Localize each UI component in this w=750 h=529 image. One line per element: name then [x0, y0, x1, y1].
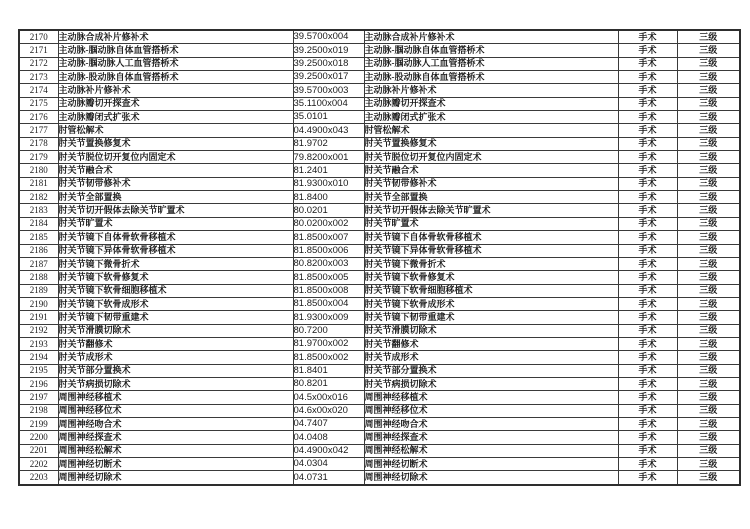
- procedure-name-cell: 肘关节翻修术: [58, 337, 293, 350]
- row-number-cell: 2174: [19, 84, 58, 97]
- row-number-cell: 2198: [19, 404, 58, 417]
- row-number-cell: 2186: [19, 244, 58, 257]
- procedure-name-cell: 肘关节镜下软骨成形术: [58, 297, 293, 310]
- grade-cell: 三级: [677, 391, 740, 404]
- procedure-name-repeat-cell: 主动脉补片修补术: [364, 84, 618, 97]
- category-cell: 手术: [618, 431, 677, 444]
- row-number-cell: 2177: [19, 124, 58, 137]
- procedure-table: [18, 29, 741, 486]
- grade-cell: 三级: [677, 231, 740, 244]
- procedure-name-repeat-cell: 肘关节融合术: [364, 164, 618, 177]
- procedure-name-repeat-cell: 主动脉瓣切开探查术: [364, 97, 618, 110]
- procedure-code-cell: 81.9300x009: [293, 311, 364, 324]
- procedure-name-cell: 肘关节镜下软骨细胞移植术: [58, 284, 293, 297]
- procedure-code-cell: 81.8500x005: [293, 271, 364, 284]
- row-number-cell: 2194: [19, 351, 58, 364]
- procedure-name-cell: 主动脉-股动脉自体血管搭桥术: [58, 71, 293, 84]
- category-cell: 手术: [618, 217, 677, 230]
- procedure-name-repeat-cell: 主动脉瓣闭式扩张术: [364, 111, 618, 124]
- procedure-name-repeat-cell: 周围神经移植术: [364, 391, 618, 404]
- procedure-name-repeat-cell: 肘关节成形术: [364, 351, 618, 364]
- grade-cell: 三级: [677, 311, 740, 324]
- category-cell: 手术: [618, 337, 677, 350]
- table-row: [19, 137, 740, 150]
- procedure-name-cell: 周围神经移位术: [58, 404, 293, 417]
- grade-cell: 三级: [677, 111, 740, 124]
- procedure-name-cell: 周围神经切除术: [58, 471, 293, 485]
- procedure-name-repeat-cell: 周围神经吻合术: [364, 417, 618, 430]
- grade-cell: 三级: [677, 97, 740, 110]
- procedure-name-repeat-cell: 肘管松解术: [364, 124, 618, 137]
- procedure-name-repeat-cell: 肘关节病损切除术: [364, 377, 618, 390]
- procedure-name-cell: 周围神经切断术: [58, 458, 293, 471]
- table-row: [19, 377, 740, 390]
- procedure-code-cell: 81.8401: [293, 364, 364, 377]
- table-row: [19, 257, 740, 270]
- procedure-name-repeat-cell: 周围神经探查术: [364, 431, 618, 444]
- procedure-code-cell: 39.2500x019: [293, 44, 364, 57]
- procedure-name-repeat-cell: 肘关节镜下软骨细胞移植术: [364, 284, 618, 297]
- procedure-name-repeat-cell: 肘关节镜下异体骨软骨移植术: [364, 244, 618, 257]
- grade-cell: 三级: [677, 404, 740, 417]
- procedure-name-cell: 肘关节韧带修补术: [58, 177, 293, 190]
- procedure-code-cell: 80.8200x003: [293, 257, 364, 270]
- category-cell: 手术: [618, 57, 677, 70]
- procedure-name-cell: 主动脉补片修补术: [58, 84, 293, 97]
- table-row: [19, 71, 740, 84]
- procedure-code-cell: 04.7407: [293, 417, 364, 430]
- procedure-name-cell: 肘关节镜下软骨修复术: [58, 271, 293, 284]
- procedure-name-cell: 肘关节融合术: [58, 164, 293, 177]
- row-number-cell: 2178: [19, 137, 58, 150]
- category-cell: 手术: [618, 377, 677, 390]
- row-number-cell: 2200: [19, 431, 58, 444]
- table-row: [19, 231, 740, 244]
- grade-cell: 三级: [677, 30, 740, 44]
- category-cell: 手术: [618, 244, 677, 257]
- procedure-name-cell: 肘关节旷置术: [58, 217, 293, 230]
- row-number-cell: 2192: [19, 324, 58, 337]
- grade-cell: 三级: [677, 137, 740, 150]
- procedure-code-cell: 80.0201: [293, 204, 364, 217]
- grade-cell: 三级: [677, 431, 740, 444]
- grade-cell: 三级: [677, 164, 740, 177]
- table-row: [19, 44, 740, 57]
- procedure-table-body: [19, 30, 740, 485]
- table-row: [19, 404, 740, 417]
- procedure-name-repeat-cell: 肘关节部分置换术: [364, 364, 618, 377]
- table-row: [19, 431, 740, 444]
- procedure-name-cell: 主动脉瓣切开探查术: [58, 97, 293, 110]
- grade-cell: 三级: [677, 444, 740, 457]
- table-row: [19, 217, 740, 230]
- category-cell: 手术: [618, 151, 677, 164]
- grade-cell: 三级: [677, 297, 740, 310]
- procedure-name-cell: 肘关节滑膜切除术: [58, 324, 293, 337]
- category-cell: 手术: [618, 311, 677, 324]
- row-number-cell: 2191: [19, 311, 58, 324]
- row-number-cell: 2183: [19, 204, 58, 217]
- procedure-code-cell: 04.6x00x020: [293, 404, 364, 417]
- row-number-cell: 2184: [19, 217, 58, 230]
- procedure-name-repeat-cell: 肘关节脱位切开复位内固定术: [364, 151, 618, 164]
- row-number-cell: 2188: [19, 271, 58, 284]
- table-row: [19, 111, 740, 124]
- row-number-cell: 2185: [19, 231, 58, 244]
- procedure-name-cell: 主动脉合成补片修补术: [58, 30, 293, 44]
- category-cell: 手术: [618, 204, 677, 217]
- category-cell: 手术: [618, 111, 677, 124]
- grade-cell: 三级: [677, 191, 740, 204]
- table-row: [19, 177, 740, 190]
- procedure-name-repeat-cell: 肘关节置换修复术: [364, 137, 618, 150]
- row-number-cell: 2201: [19, 444, 58, 457]
- procedure-name-cell: 肘关节镜下韧带重建术: [58, 311, 293, 324]
- procedure-name-cell: 主动脉-腘动脉人工血管搭桥术: [58, 57, 293, 70]
- grade-cell: 三级: [677, 204, 740, 217]
- row-number-cell: 2170: [19, 30, 58, 44]
- procedure-code-cell: 04.0731: [293, 471, 364, 485]
- category-cell: 手术: [618, 471, 677, 485]
- procedure-name-repeat-cell: 肘关节全部置换: [364, 191, 618, 204]
- procedure-code-cell: 81.8500x002: [293, 351, 364, 364]
- procedure-code-cell: 04.4900x042: [293, 444, 364, 457]
- procedure-code-cell: 35.0101: [293, 111, 364, 124]
- procedure-code-cell: 04.5x00x016: [293, 391, 364, 404]
- procedure-code-cell: 81.8500x008: [293, 284, 364, 297]
- procedure-code-cell: 81.8400: [293, 191, 364, 204]
- procedure-name-repeat-cell: 周围神经松解术: [364, 444, 618, 457]
- table-row: [19, 164, 740, 177]
- row-number-cell: 2189: [19, 284, 58, 297]
- category-cell: 手术: [618, 444, 677, 457]
- row-number-cell: 2181: [19, 177, 58, 190]
- procedure-name-repeat-cell: 肘关节韧带修补术: [364, 177, 618, 190]
- row-number-cell: 2179: [19, 151, 58, 164]
- category-cell: 手术: [618, 324, 677, 337]
- procedure-name-cell: 周围神经松解术: [58, 444, 293, 457]
- procedure-code-cell: 81.2401: [293, 164, 364, 177]
- procedure-code-cell: 81.8500x006: [293, 244, 364, 257]
- procedure-code-cell: 81.8500x004: [293, 297, 364, 310]
- procedure-name-cell: 肘关节脱位切开复位内固定术: [58, 151, 293, 164]
- procedure-name-cell: 肘关节全部置换: [58, 191, 293, 204]
- grade-cell: 三级: [677, 244, 740, 257]
- category-cell: 手术: [618, 71, 677, 84]
- procedure-name-repeat-cell: 肘关节镜下微骨折术: [364, 257, 618, 270]
- table-row: [19, 311, 740, 324]
- row-number-cell: 2180: [19, 164, 58, 177]
- grade-cell: 三级: [677, 324, 740, 337]
- row-number-cell: 2176: [19, 111, 58, 124]
- grade-cell: 三级: [677, 284, 740, 297]
- table-row: [19, 351, 740, 364]
- category-cell: 手术: [618, 84, 677, 97]
- row-number-cell: 2172: [19, 57, 58, 70]
- grade-cell: 三级: [677, 417, 740, 430]
- category-cell: 手术: [618, 164, 677, 177]
- table-row: [19, 471, 740, 485]
- procedure-code-cell: 35.1100x004: [293, 97, 364, 110]
- procedure-code-cell: 80.7200: [293, 324, 364, 337]
- category-cell: 手术: [618, 97, 677, 110]
- procedure-name-repeat-cell: 周围神经切除术: [364, 471, 618, 485]
- procedure-name-repeat-cell: 肘关节镜下自体骨软骨移植术: [364, 231, 618, 244]
- procedure-name-repeat-cell: 肘关节翻修术: [364, 337, 618, 350]
- procedure-code-cell: 81.9700x002: [293, 337, 364, 350]
- category-cell: 手术: [618, 30, 677, 44]
- grade-cell: 三级: [677, 177, 740, 190]
- grade-cell: 三级: [677, 124, 740, 137]
- procedure-name-cell: 肘关节部分置换术: [58, 364, 293, 377]
- category-cell: 手术: [618, 271, 677, 284]
- table-row: [19, 97, 740, 110]
- procedure-name-cell: 周围神经探查术: [58, 431, 293, 444]
- row-number-cell: 2193: [19, 337, 58, 350]
- procedure-name-cell: 肘关节镜下微骨折术: [58, 257, 293, 270]
- procedure-name-cell: 肘关节镜下异体骨软骨移植术: [58, 244, 293, 257]
- table-row: [19, 458, 740, 471]
- grade-cell: 三级: [677, 458, 740, 471]
- row-number-cell: 2199: [19, 417, 58, 430]
- procedure-name-repeat-cell: 主动脉-腘动脉人工血管搭桥术: [364, 57, 618, 70]
- procedure-name-cell: 主动脉-腘动脉自体血管搭桥术: [58, 44, 293, 57]
- procedure-name-repeat-cell: 肘关节切开假体去除关节旷置术: [364, 204, 618, 217]
- category-cell: 手术: [618, 177, 677, 190]
- grade-cell: 三级: [677, 217, 740, 230]
- procedure-code-cell: 80.8201: [293, 377, 364, 390]
- procedure-name-repeat-cell: 周围神经切断术: [364, 458, 618, 471]
- procedure-name-repeat-cell: 肘关节滑膜切除术: [364, 324, 618, 337]
- procedure-code-cell: 79.8200x001: [293, 151, 364, 164]
- procedure-name-repeat-cell: 肘关节镜下软骨修复术: [364, 271, 618, 284]
- row-number-cell: 2196: [19, 377, 58, 390]
- category-cell: 手术: [618, 351, 677, 364]
- table-row: [19, 191, 740, 204]
- procedure-code-cell: 81.8500x007: [293, 231, 364, 244]
- procedure-name-repeat-cell: 周围神经移位术: [364, 404, 618, 417]
- category-cell: 手术: [618, 404, 677, 417]
- grade-cell: 三级: [677, 351, 740, 364]
- table-row: [19, 84, 740, 97]
- procedure-name-cell: 肘关节切开假体去除关节旷置术: [58, 204, 293, 217]
- procedure-name-cell: 周围神经移植术: [58, 391, 293, 404]
- grade-cell: 三级: [677, 377, 740, 390]
- grade-cell: 三级: [677, 84, 740, 97]
- table-row: [19, 57, 740, 70]
- table-row: [19, 391, 740, 404]
- procedure-name-repeat-cell: 肘关节旷置术: [364, 217, 618, 230]
- row-number-cell: 2175: [19, 97, 58, 110]
- procedure-code-cell: 39.2500x018: [293, 57, 364, 70]
- category-cell: 手术: [618, 191, 677, 204]
- row-number-cell: 2197: [19, 391, 58, 404]
- row-number-cell: 2190: [19, 297, 58, 310]
- grade-cell: 三级: [677, 257, 740, 270]
- row-number-cell: 2202: [19, 458, 58, 471]
- category-cell: 手术: [618, 231, 677, 244]
- procedure-name-repeat-cell: 主动脉-腘动脉自体血管搭桥术: [364, 44, 618, 57]
- procedure-name-cell: 肘关节置换修复术: [58, 137, 293, 150]
- procedure-code-cell: 39.5700x003: [293, 84, 364, 97]
- row-number-cell: 2203: [19, 471, 58, 485]
- grade-cell: 三级: [677, 151, 740, 164]
- category-cell: 手术: [618, 297, 677, 310]
- table-row: [19, 364, 740, 377]
- row-number-cell: 2171: [19, 44, 58, 57]
- table-row: [19, 324, 740, 337]
- procedure-name-cell: 肘关节病损切除术: [58, 377, 293, 390]
- procedure-code-cell: 80.0200x002: [293, 217, 364, 230]
- category-cell: 手术: [618, 417, 677, 430]
- procedure-name-cell: 肘关节成形术: [58, 351, 293, 364]
- category-cell: 手术: [618, 364, 677, 377]
- table-row: [19, 244, 740, 257]
- category-cell: 手术: [618, 137, 677, 150]
- grade-cell: 三级: [677, 337, 740, 350]
- grade-cell: 三级: [677, 271, 740, 284]
- grade-cell: 三级: [677, 471, 740, 485]
- row-number-cell: 2195: [19, 364, 58, 377]
- procedure-code-cell: 81.9300x010: [293, 177, 364, 190]
- grade-cell: 三级: [677, 71, 740, 84]
- category-cell: 手术: [618, 257, 677, 270]
- row-number-cell: 2173: [19, 71, 58, 84]
- procedure-name-cell: 主动脉瓣闭式扩张术: [58, 111, 293, 124]
- table-row: [19, 337, 740, 350]
- procedure-code-cell: 04.0408: [293, 431, 364, 444]
- procedure-code-cell: 04.4900x043: [293, 124, 364, 137]
- table-row: [19, 271, 740, 284]
- procedure-name-repeat-cell: 肘关节镜下韧带重建术: [364, 311, 618, 324]
- row-number-cell: 2182: [19, 191, 58, 204]
- procedure-code-cell: 39.2500x017: [293, 71, 364, 84]
- grade-cell: 三级: [677, 44, 740, 57]
- procedure-name-repeat-cell: 主动脉合成补片修补术: [364, 30, 618, 44]
- table-row: [19, 30, 740, 44]
- procedure-code-cell: 04.0304: [293, 458, 364, 471]
- procedure-name-cell: 肘管松解术: [58, 124, 293, 137]
- table-row: [19, 444, 740, 457]
- table-row: [19, 204, 740, 217]
- category-cell: 手术: [618, 284, 677, 297]
- table-row: [19, 151, 740, 164]
- table-row: [19, 297, 740, 310]
- row-number-cell: 2187: [19, 257, 58, 270]
- procedure-code-cell: 39.5700x004: [293, 30, 364, 44]
- category-cell: 手术: [618, 124, 677, 137]
- procedure-name-cell: 周围神经吻合术: [58, 417, 293, 430]
- grade-cell: 三级: [677, 364, 740, 377]
- table-row: [19, 284, 740, 297]
- procedure-name-repeat-cell: 主动脉-股动脉自体血管搭桥术: [364, 71, 618, 84]
- table-row: [19, 124, 740, 137]
- category-cell: 手术: [618, 391, 677, 404]
- category-cell: 手术: [618, 458, 677, 471]
- procedure-code-cell: 81.9702: [293, 137, 364, 150]
- category-cell: 手术: [618, 44, 677, 57]
- grade-cell: 三级: [677, 57, 740, 70]
- procedure-name-cell: 肘关节镜下自体骨软骨移植术: [58, 231, 293, 244]
- procedure-name-repeat-cell: 肘关节镜下软骨成形术: [364, 297, 618, 310]
- table-row: [19, 417, 740, 430]
